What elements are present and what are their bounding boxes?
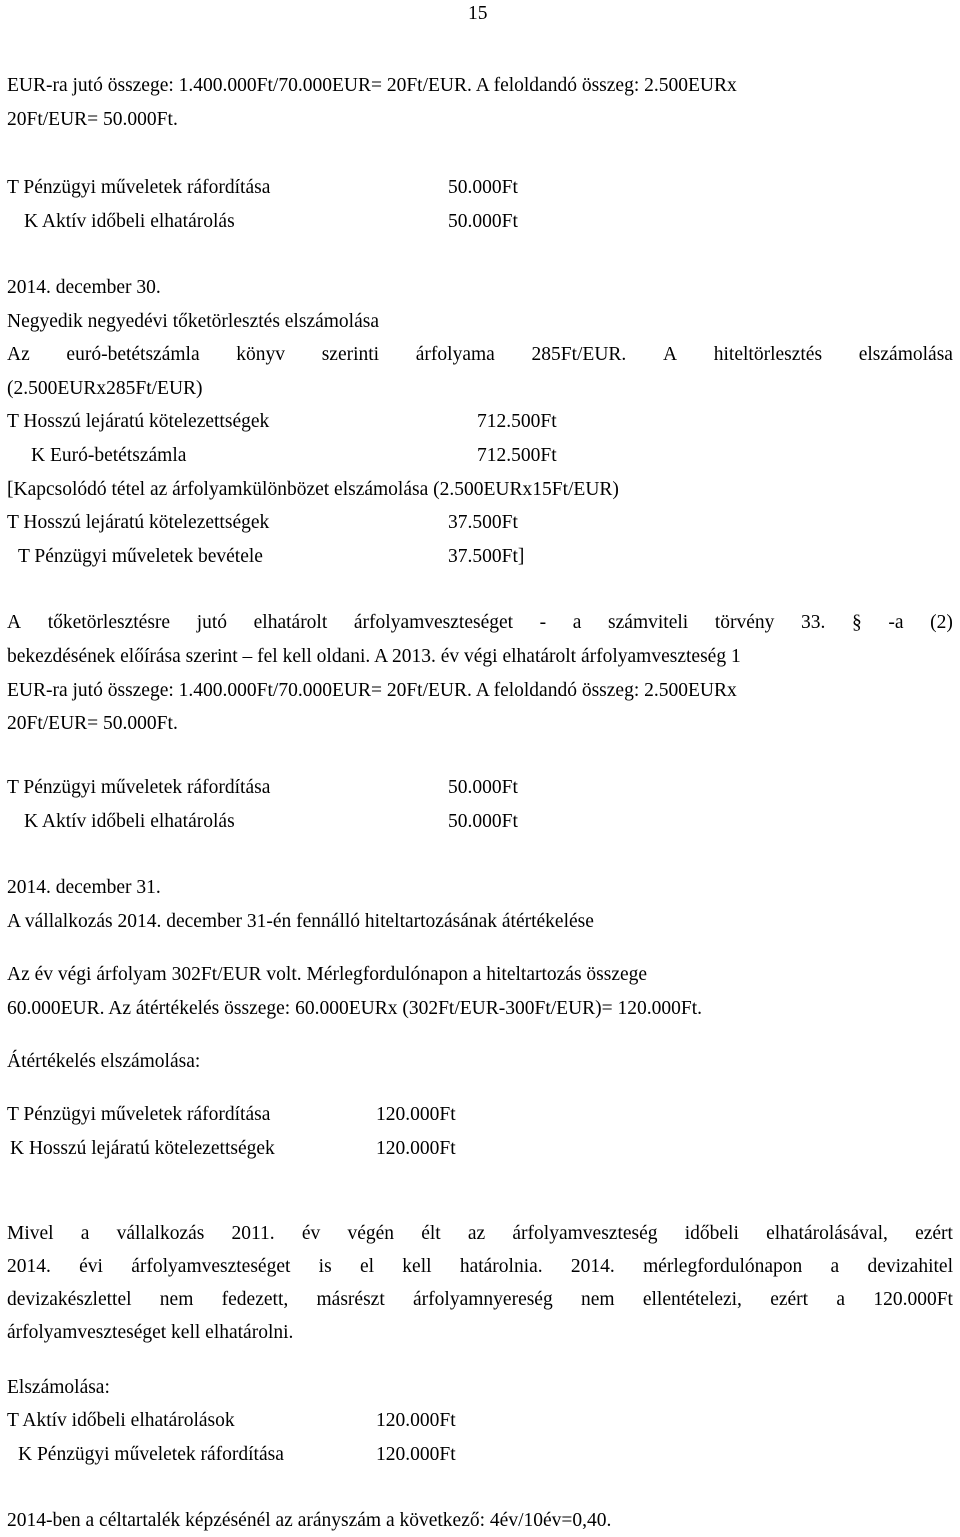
word: Mivel [7,1223,54,1244]
word: mérlegfordulónapon [643,1256,803,1277]
text-line: 37.500Ft] [448,546,525,567]
text-line: EUR-ra jutó összege: 1.400.000Ft/70.000EUR= 20Ft/EUR. A feloldandó összeg: 2.500EURx [7,680,737,701]
word: vállalkozás [116,1223,205,1244]
text-line: 712.500Ft [477,411,557,432]
word: ezért [770,1289,809,1310]
word: könyv [236,344,286,365]
text-line: 50.000Ft [448,211,518,232]
word: Az [7,344,30,365]
text-line: bekezdésének előírása szerint – fel kell oldani. A 2013. év végi elhatárolt árfolyamveszteség 1 [7,646,741,667]
text-line: 50.000Ft [448,777,518,798]
text-line: T Pénzügyi műveletek ráfordítása [7,1104,271,1125]
word: végén [347,1223,395,1244]
text-line: K Aktív időbeli elhatárolás [24,811,235,832]
word: a [830,1256,840,1277]
text-line: K Pénzügyi műveletek ráfordítása [18,1444,284,1465]
word: elhatárolásával, [766,1223,888,1244]
text-line: [Kapcsolódó tétel az árfolyamkülönbözet elszámolása (2.500EURx15Ft/EUR) [7,479,619,500]
word: árfolyamveszteséget [353,612,514,633]
word: a [572,612,582,633]
word: - [539,612,547,633]
word: kell [402,1256,432,1277]
text-line: 2014. december 31. [7,877,161,898]
word: az [467,1223,486,1244]
word: el [359,1256,375,1277]
text-line: 2014-ben a céltartalék képzésénél az arányszám a következő: 4év/10év=0,40. [7,1510,612,1531]
text-line: 712.500Ft [477,445,557,466]
text-line: árfolyamveszteséget kell elhatárolni. [7,1322,294,1343]
word: nem [581,1289,615,1310]
text-line: T Aktív időbeli elhatárolások [7,1410,235,1431]
word: 2011. [231,1223,275,1244]
word: -a [888,612,904,633]
word: 2014. [7,1256,51,1277]
justified-text-line [7,345,953,365]
word: devizakészlettel [7,1289,132,1310]
justified-text-line [7,613,953,633]
word: ezért [915,1223,953,1244]
word: árfolyamnyereség [413,1289,553,1310]
text-line: K Hosszú lejáratú kötelezettségek [10,1138,275,1159]
text-line: K Euró-betétszámla [31,445,187,466]
text-line: 120.000Ft [376,1444,456,1465]
text-line: K Aktív időbeli elhatárolás [24,211,235,232]
text-line: T Pénzügyi műveletek ráfordítása [7,777,271,798]
word: § [851,612,862,633]
text-line: T Hosszú lejáratú kötelezettségek [7,512,270,533]
text-line: T Pénzügyi műveletek ráfordítása [7,177,271,198]
word: (2) [930,612,953,633]
justified-text-line [7,1290,953,1310]
text-line: 120.000Ft [376,1410,456,1431]
word: devizahitel [867,1256,953,1277]
page-number: 15 [468,3,488,24]
text-line: 37.500Ft [448,512,518,533]
text-line: Átértékelés elszámolása: [7,1051,201,1072]
word: a [836,1289,846,1310]
word: árfolyama [415,344,495,365]
justified-text-line [7,1224,953,1244]
text-line: 2014. december 30. [7,277,161,298]
word: 2014. [570,1256,615,1277]
word: 33. [801,612,826,633]
word: szerinti [321,344,380,365]
word: törvény [714,612,775,633]
text-line: T Hosszú lejáratú kötelezettségek [7,411,270,432]
word: elhatárolt [253,612,328,633]
word: évi [79,1256,103,1277]
word: tőketörlesztésre [47,612,171,633]
text-line: (2.500EURx285Ft/EUR) [7,378,203,399]
word: év [301,1223,321,1244]
word: számviteli [608,612,689,633]
text-line: 20Ft/EUR= 50.000Ft. [7,713,178,734]
text-line: 120.000Ft [376,1138,456,1159]
word: időbeli [684,1223,739,1244]
word: A [662,344,678,365]
word: jutó [196,612,228,633]
word: nem [159,1289,194,1310]
word: is [318,1256,332,1277]
word: ellentételezi, [642,1289,742,1310]
text-line: 50.000Ft [448,811,518,832]
word: elszámolása [858,344,953,365]
text-line: EUR-ra jutó összege: 1.400.000Ft/70.000EUR= 20Ft/EUR. A feloldandó összeg: 2.500EURx [7,75,737,96]
justified-text-line [7,1257,953,1277]
word: élt [421,1223,441,1244]
word: másrészt [316,1289,385,1310]
word: fedezett, [221,1289,289,1310]
text-line: 50.000Ft [448,177,518,198]
word: A [7,612,22,633]
text-line: A vállalkozás 2014. december 31-én fennálló hiteltartozásának átértékelése [7,911,594,932]
text-line: 20Ft/EUR= 50.000Ft. [7,109,178,130]
text-line: T Pénzügyi műveletek bevétele [18,546,263,567]
text-line: 120.000Ft [376,1104,456,1125]
word: határolnia. [459,1256,543,1277]
word: árfolyamveszteséget [131,1256,291,1277]
word: 285Ft/EUR. [531,344,627,365]
word: euró-betétszámla [66,344,200,365]
text-line: 60.000EUR. Az átértékelés összege: 60.000EURx (302Ft/EUR-300Ft/EUR)= 120.000Ft. [7,998,703,1019]
word: 120.000Ft [873,1289,953,1310]
text-line: Az év végi árfolyam 302Ft/EUR volt. Mérlegfordulónapon a hiteltartozás összege [7,964,648,985]
word: a [80,1223,90,1244]
word: hiteltörlesztés [713,344,823,365]
text-line: Negyedik negyedévi tőketörlesztés elszámolása [7,311,379,332]
word: árfolyamveszteség [512,1223,658,1244]
text-line: Elszámolása: [7,1377,110,1398]
